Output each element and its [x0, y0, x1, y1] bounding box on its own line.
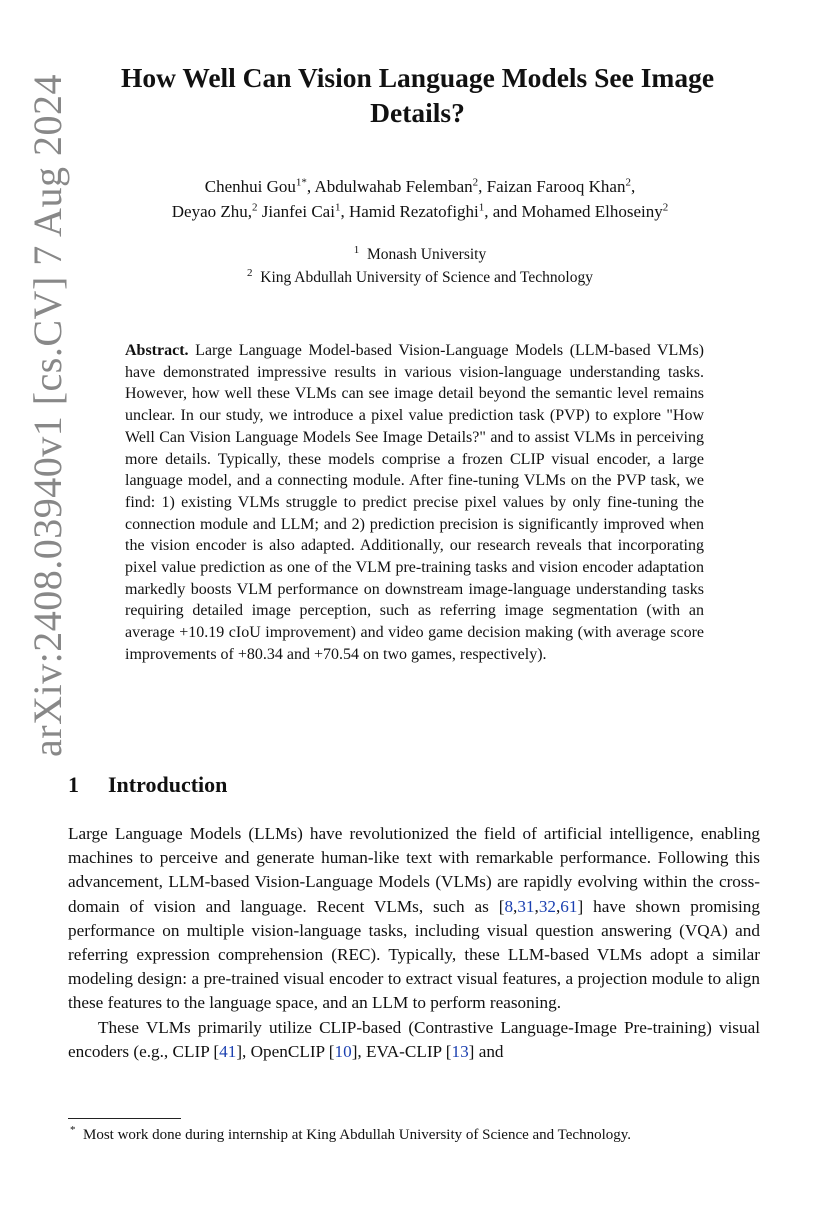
paragraph-text: These VLMs primarily utilize CLIP-based (Contrastive Language-Image Pre-training) visual encoders (e.g., CLIP [: [68, 1017, 760, 1061]
paragraph-text: ], EVA-CLIP [: [351, 1041, 452, 1061]
arxiv-identifier: arXiv:2408.03940v1 [cs.CV] 7 Aug 2024: [24, 73, 70, 757]
author-mark: 1*: [295, 176, 307, 189]
citation-link[interactable]: 61: [560, 896, 578, 916]
paragraph-text: Large Language Models (LLMs) have revolutionized the field of artificial intelligence, enabling machines to perceive and generate human-like text with remarkable performance. Following this advancement, LLM-based Vision-Language Models (VLMs) are rapidly evolving within the cross-domain of vision and language. Recent VLMs, such as [: [68, 824, 760, 916]
affiliation-line: [80, 266, 760, 289]
footnote-text: Most work done during internship at King Abdullah University of Science and Technology.: [83, 1127, 632, 1143]
author-name: Deyao Zhu,: [171, 202, 253, 221]
author-mark: 2: [662, 201, 669, 214]
affiliation-name: Monash University: [366, 246, 487, 263]
paragraph: Large Language Models (LLMs) have revolutionized the field of artificial intelligence, enabling machines to perceive and generate human-like text with remarkable performance. Following this advancement, LLM-based Vision-Language Models (VLMs) are rapidly evolving within the cross-domain of vision and language. Recent VLMs, such as [8,31,32,61] have shown promising performance on multiple vision-language tasks, including visual question answering (VQA) and referring expression comprehension (REC). Typically, these LLM-based VLMs adopt a similar modeling design: a pre-trained visual encoder to extract visual features, a projection module to align these features to the language space, and an LLM to perform reasoning.: [68, 824, 760, 1013]
citation-link[interactable]: 41: [219, 1041, 237, 1061]
footnote-divider: [68, 1118, 181, 1119]
footnote: [70, 1124, 760, 1146]
author-name: and Mohamed Elhoseiny: [492, 202, 663, 221]
author-mark: 2: [625, 176, 631, 189]
author-mark: 1: [478, 201, 485, 214]
author-mark: 2: [472, 176, 479, 189]
affiliation-mark: 2: [247, 266, 253, 279]
abstract: [125, 340, 704, 666]
author-name: Faizan Farooq Khan: [486, 177, 626, 196]
citation-link[interactable]: 32: [538, 896, 556, 916]
paragraph-text: ] and: [468, 1041, 504, 1061]
affiliation-line: [80, 243, 760, 266]
affiliation-mark: 1: [353, 243, 360, 256]
citation-link[interactable]: 31: [517, 896, 535, 916]
author-name: Hamid Rezatofighi: [348, 202, 479, 221]
body-text: [68, 822, 760, 1064]
author-name: Abdulwahab Felemban: [314, 177, 473, 196]
footnote-mark: *: [70, 1124, 76, 1136]
paragraph-text: ] have shown promising performance on multiple vision-language tasks, including visual question answering (VQA) and referring expression comprehension (REC). Typically, these LLM-based VLMs adopt a similar modeling design: a pre-trained visual encoder to extract visual features, a projection module to align these features to the language space, and an LLM to perform reasoning.: [68, 896, 760, 1013]
author-mark: 1: [334, 201, 341, 214]
section-heading: [68, 772, 227, 798]
author-list: Chenhui Gou$^{1*}$, Abdulwahab Felemban$^2$, Faizan Farooq Khan$^2$, Deyao Zhu,$^2$ Jianfei Cai$^1$, Hamid Rezatofighi$^1$, and Mohamed Elhoseiny$^2$: [171, 176, 669, 221]
author-name: Jianfei Cai: [261, 202, 335, 221]
abstract-text: Large Language Model-based Vision-Language Models (LLM-based VLMs) have demonstrated impressive results in various vision-language understanding tasks. However, how well these VLMs can see image detail beyond the semantic level remains unclear. In our study, we introduce a pixel value prediction task (PVP) to explore "How Well Can Vision Language Models See Image Details?" and to assist VLMs in perceiving more details. Typically, these models comprise a frozen CLIP visual encoder, a large language model, and a connecting module. After fine-tuning VLMs on the PVP task, we find: 1) existing VLMs struggle to predict precise pixel values by only fine-tuning the connection module and LLM; and 2) prediction precision is significantly improved when the vision encoder is also adapted. Additionally, our research reveals that incorporating pixel value prediction as one of the VLM pre-training tasks and vision encoder adaptation markedly boosts VLM performance on downstream image-language understanding tasks requiring detailed image perception, such as referring image segmentation (with an average +10.19 cIoU improvement) and video game decision making (with average score improvements of +80.34 and +70.54 on two games, respectively).: [125, 342, 705, 663]
paper-title: How Well Can Vision Language Models See Image Details?: [120, 62, 715, 128]
section-number: 1: [68, 772, 79, 797]
affiliation-list: [80, 243, 760, 289]
abstract-label: Abstract.: [125, 342, 189, 359]
section-title: Introduction: [108, 772, 228, 797]
paragraph-text: ], OpenCLIP [: [236, 1041, 335, 1061]
citation-link[interactable]: 13: [451, 1041, 469, 1061]
citation-link[interactable]: 8: [504, 896, 514, 916]
author-name: Chenhui Gou: [204, 177, 296, 196]
paragraph: [68, 1016, 760, 1064]
affiliation-name: King Abdullah University of Science and Technology: [260, 269, 593, 286]
arxiv-side-stamp: [12, 70, 82, 760]
author-mark: 2: [252, 201, 258, 214]
citation-link[interactable]: 10: [334, 1041, 352, 1061]
